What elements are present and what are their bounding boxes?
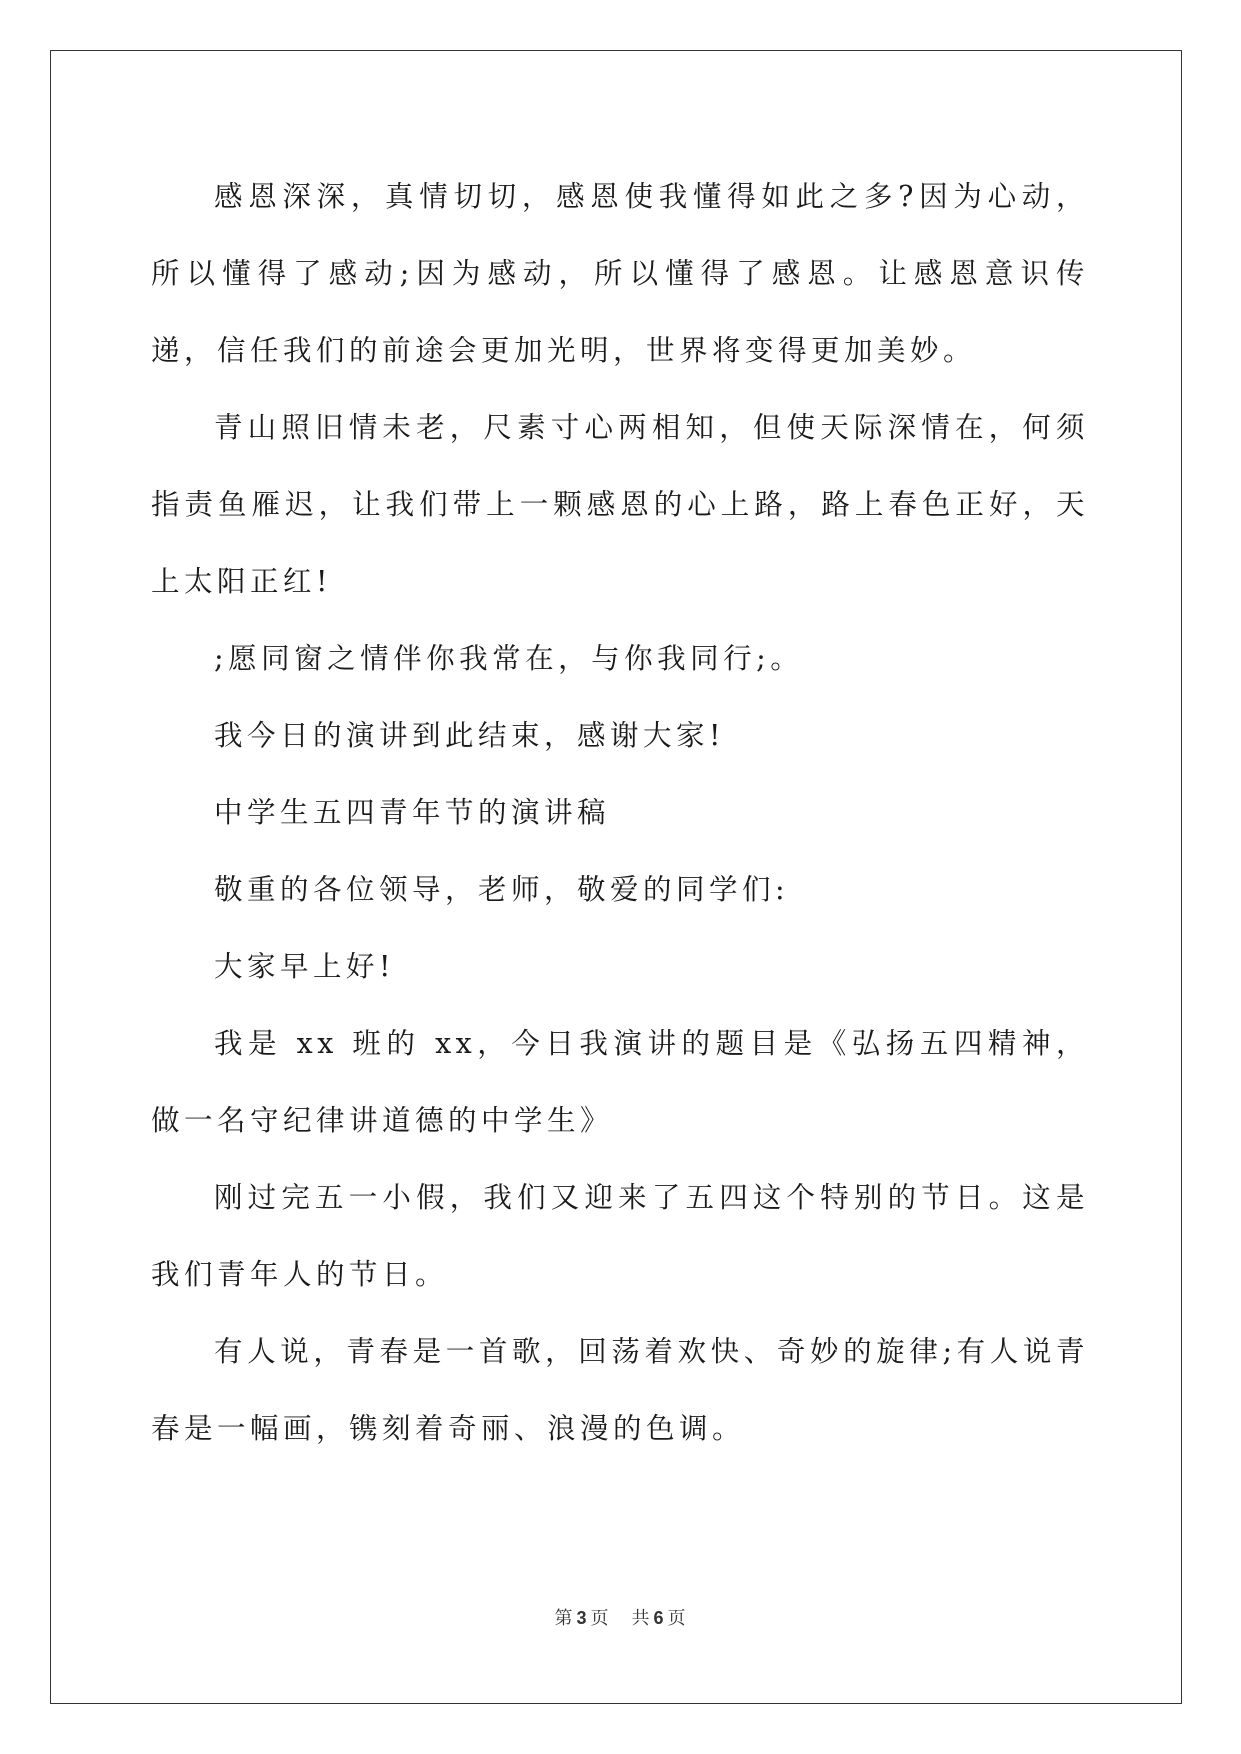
paragraph: ;愿同窗之情伴你我常在，与你我同行;。 [214,642,804,675]
salutation: 敬重的各位领导，老师，敬爱的同学们: [214,873,790,906]
footer-prefix: 第 [554,1608,574,1629]
paragraph: 感恩深深，真情切切，感恩使我懂得如此之多?因为心动，所以懂得了感动;因为感动，所以懂得了感恩。让感恩意识传递，信任我们的前途会更加光明，世界将变得更加美妙。 [151,180,1089,367]
paragraph: 刚过完五一小假，我们又迎来了五四这个特别的节日。这是我们青年人的节日。 [151,1181,1089,1291]
total-pages-number: 6 [653,1608,665,1628]
footer-page-suffix: 页 [590,1608,610,1629]
paragraph: 我今日的演讲到此结束，感谢大家! [214,719,725,752]
paragraph: 有人说，青春是一首歌，回荡着欢快、奇妙的旋律;有人说青春是一幅画，镌刻着奇丽、浪漫的色调。 [151,1335,1089,1445]
section-title: 中学生五四青年节的演讲稿 [214,796,611,829]
paragraph: 青山照旧情未老，尺素寸心两相知，但使天际深情在，何须指责鱼雁迟，让我们带上一颗感恩的心上路，路上春色正好，天上太阳正红! [151,411,1089,598]
greeting: 大家早上好! [214,950,395,983]
paragraph: 我是 xx 班的 xx，今日我演讲的题目是《弘扬五四精神，做一名守纪律讲道德的中学生》 [151,1027,1089,1137]
footer-total-prefix: 共 [631,1608,651,1629]
current-page-number: 3 [576,1608,588,1628]
document-body [151,158,1089,1467]
footer-total-suffix: 页 [667,1608,687,1629]
page-number-footer [0,1604,1241,1630]
